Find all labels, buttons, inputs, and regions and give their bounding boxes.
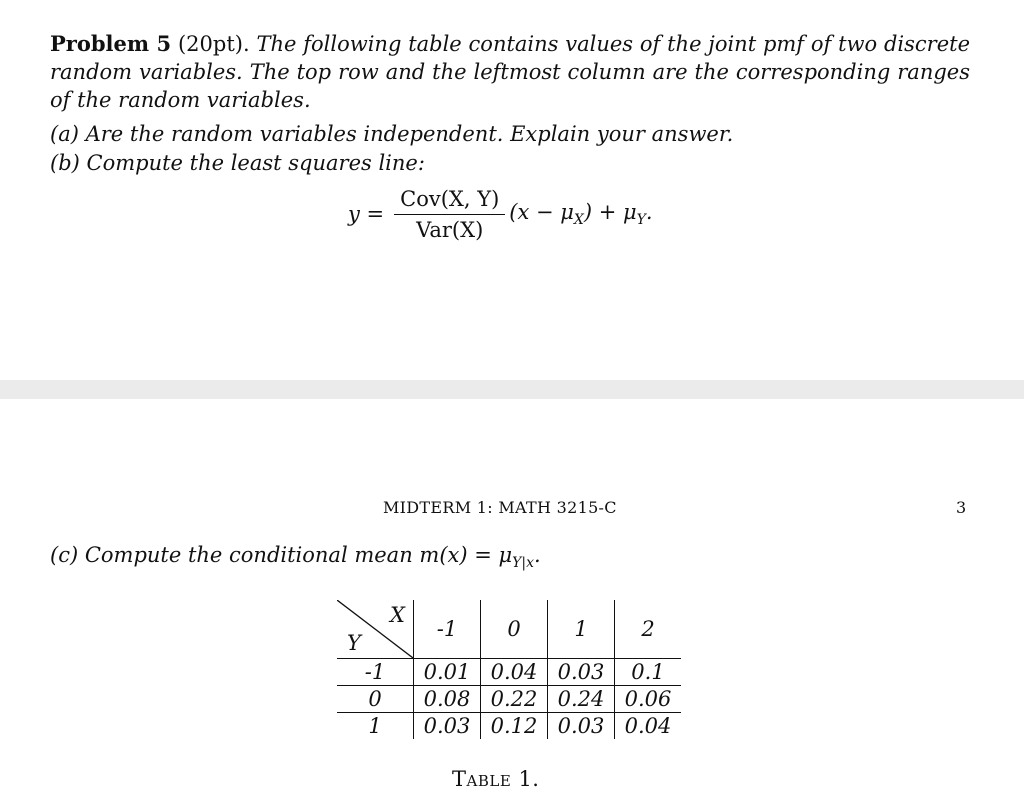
table-row — [337, 686, 681, 713]
part-c-end: . — [534, 543, 541, 567]
formula-numerator: Cov(X, Y) — [394, 187, 505, 215]
x-value-cell: 0 — [481, 600, 548, 659]
y-value-cell: 0 — [337, 686, 414, 713]
joint-pmf-table — [337, 600, 681, 739]
formula-rhs-mid: ) + μ — [583, 199, 637, 224]
problem-statement — [50, 30, 970, 114]
part-c — [50, 541, 970, 577]
problem-text: The following table contains values of the joint pmf of two discrete random variables. The top row and the leftmost column are the corresponding ranges of the random variables. — [50, 32, 970, 112]
pmf-cell: 0.08 — [414, 686, 481, 713]
formula-lhs: y = — [348, 202, 385, 226]
caption-text: Table 1. — [452, 767, 540, 791]
y-value-cell: -1 — [337, 659, 414, 686]
x-value-cell: 2 — [615, 600, 682, 659]
problem-points: (20pt). — [177, 32, 250, 56]
table-header-row — [337, 600, 681, 659]
pmf-cell: 0.03 — [423, 714, 471, 738]
x-value-cell: 1 — [548, 600, 615, 659]
pmf-cell: 0.03 — [548, 659, 615, 686]
part-c-text: (c) Compute the conditional mean m(x) = μ — [50, 543, 513, 567]
pmf-cell: 0.03 — [548, 713, 615, 740]
part-a: (a) Are the random variables independent. Explain your answer. — [50, 122, 734, 146]
formula-fraction — [394, 187, 505, 242]
pmf-cell: 0.04 — [481, 659, 548, 686]
table-corner — [337, 600, 414, 659]
part-c-sub: Y|x — [512, 555, 535, 572]
page-gap — [0, 380, 1024, 399]
part-b: (b) Compute the least squares line: — [50, 151, 425, 175]
y-axis-label: Y — [347, 631, 361, 655]
pmf-cell: 0.06 — [615, 686, 682, 713]
problem-label: Problem 5 — [50, 31, 172, 56]
least-squares-formula — [348, 183, 653, 245]
pmf-cell: 0.1 — [615, 659, 682, 686]
formula-sub-x: X — [573, 212, 584, 229]
running-head: MIDTERM 1: MATH 3215-C — [383, 498, 617, 517]
y-value-cell: 1 — [337, 713, 414, 740]
table-row — [337, 659, 681, 686]
formula-sub-y: Y — [636, 212, 646, 229]
pmf-cell: 0.24 — [548, 686, 615, 713]
pmf-cell: 0.01 — [414, 659, 481, 686]
pmf-cell: 0.04 — [615, 713, 682, 740]
formula-rhs-end: . — [645, 199, 653, 224]
table-row — [337, 713, 681, 740]
formula-denominator: Var(X) — [416, 217, 484, 242]
x-axis-label: X — [390, 603, 405, 627]
page-number: 3 — [956, 498, 967, 517]
pmf-cell: 0.12 — [481, 713, 548, 740]
formula-rhs-open: (x − μ — [509, 199, 574, 224]
pmf-cell: 0.22 — [481, 686, 548, 713]
x-value-cell: -1 — [414, 600, 481, 659]
table-caption — [452, 767, 539, 791]
